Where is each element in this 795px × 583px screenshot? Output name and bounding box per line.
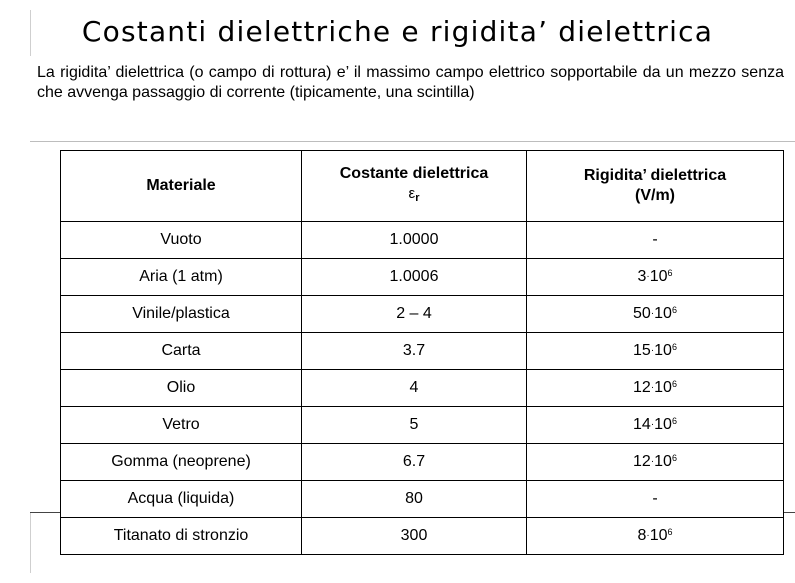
table-header-row [61, 151, 784, 222]
cell-strength: $12\cdot 10^6$ [527, 444, 784, 481]
cell-material: Vinile/plastica [61, 296, 302, 333]
table-row [61, 518, 784, 555]
cell-constant: 4 [302, 370, 527, 407]
header-material [61, 151, 302, 222]
epsilon-subscript: r [415, 192, 420, 204]
cell-strength: $3\cdot 10^6$ [527, 259, 784, 296]
cell-strength: $14\cdot 10^6$ [527, 407, 784, 444]
table-row [61, 296, 784, 333]
strength-mantissa: - [652, 231, 658, 248]
table-row [61, 481, 784, 518]
cell-constant: 6.7 [302, 444, 527, 481]
cell-material: Aria (1 atm) [61, 259, 302, 296]
cell-strength: $15\cdot 10^6$ [527, 333, 784, 370]
table-row [61, 259, 784, 296]
strength-mantissa: 15 [633, 342, 651, 359]
header-strength [527, 151, 784, 222]
strength-mantissa: 12 [633, 453, 651, 470]
strength-exponent: 6 [671, 379, 677, 389]
strength-exponent: 6 [667, 527, 673, 537]
cell-constant: 300 [302, 518, 527, 555]
table-row [61, 222, 784, 259]
dielectric-table [60, 150, 784, 555]
cell-constant: 80 [302, 481, 527, 518]
table-row [61, 407, 784, 444]
cell-strength [527, 481, 784, 518]
cell-constant: 5 [302, 407, 527, 444]
header-constant-label: Costante dielettrica [339, 165, 489, 182]
cell-material: Gomma (neoprene) [61, 444, 302, 481]
header-strength-unit: (V/m) [635, 187, 675, 204]
strength-exponent: 6 [671, 453, 677, 463]
cell-material: Acqua (liquida) [61, 481, 302, 518]
divider-line [30, 141, 795, 142]
cell-material: Carta [61, 333, 302, 370]
cell-constant: 3.7 [302, 333, 527, 370]
cell-constant: 1.0000 [302, 222, 527, 259]
strength-mantissa: 12 [633, 379, 651, 396]
cell-material: Titanato di stronzio [61, 518, 302, 555]
cell-strength: $12\cdot 10^6$ [527, 370, 784, 407]
cell-material: Olio [61, 370, 302, 407]
cell-strength: $50\cdot 10^6$ [527, 296, 784, 333]
cell-constant: 1.0006 [302, 259, 527, 296]
cell-material: Vuoto [61, 222, 302, 259]
slide-title: Costanti dielettriche e rigidita’ dielettrica [81, 15, 714, 48]
strength-mantissa: 8 [637, 527, 647, 544]
header-constant [302, 151, 527, 222]
table-row [61, 370, 784, 407]
epsilon-symbol: ε [408, 185, 416, 202]
cell-strength [527, 222, 784, 259]
cell-constant: 2 – 4 [302, 296, 527, 333]
strength-mantissa: 50 [633, 305, 651, 322]
strength-mantissa: - [652, 490, 658, 507]
strength-exponent: 6 [671, 342, 677, 352]
header-strength-label: Rigidita’ dielettrica [583, 167, 727, 184]
strength-exponent: 6 [671, 305, 677, 315]
header-material-label: Materiale [146, 177, 216, 194]
intro-paragraph: La rigidita’ dielettrica (o campo di rottura) e’ il massimo campo elettrico sopportabile da un mezzo senza che avvenga passaggio di corrente (tipicamente, una scintilla) [37, 64, 784, 101]
left-margin-line-bottom [30, 513, 31, 573]
strength-mantissa: 3 [637, 268, 647, 285]
cell-strength: $8\cdot 10^6$ [527, 518, 784, 555]
cell-material: Vetro [61, 407, 302, 444]
strength-mantissa: 14 [633, 416, 651, 433]
strength-exponent: 6 [671, 416, 677, 426]
strength-exponent: 6 [667, 268, 673, 278]
table-row [61, 444, 784, 481]
table-row [61, 333, 784, 370]
